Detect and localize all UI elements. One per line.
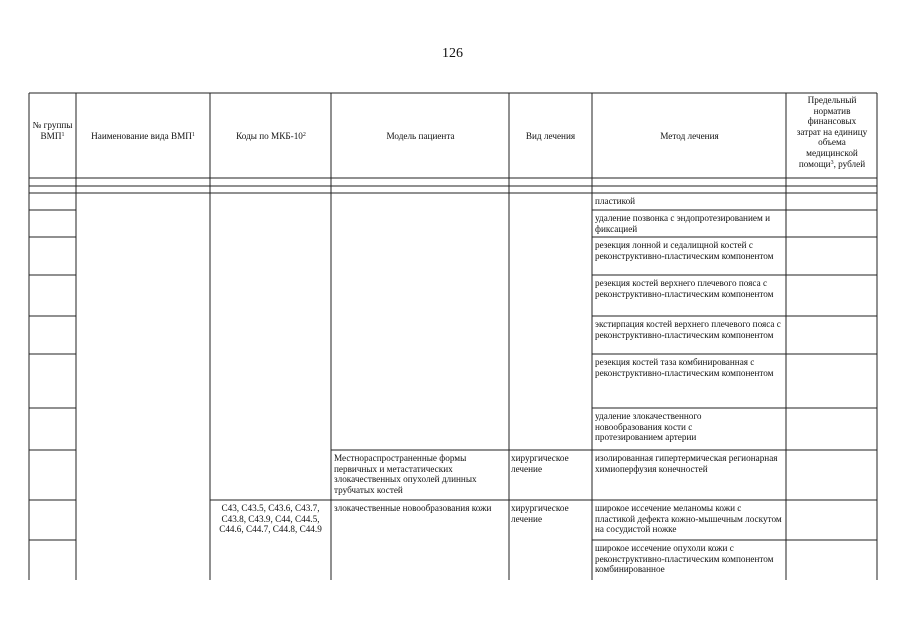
page-number: 126 [442, 46, 463, 61]
patient-model-cell: злокачественные новообразования кожи [334, 503, 492, 513]
method-item: широкое иссечение опухоли кожи с реконструктивно-пластическим компонентом комбинированное [595, 543, 774, 575]
method-item: резекция костей верхнего плечевого пояса с реконструктивно-пластическим компонентом [595, 278, 774, 299]
header-patient-model: Модель пациента [386, 131, 455, 141]
treatment-type-cell: хирургическое лечение [511, 503, 569, 524]
header-cost-standard: Предельный норматив финансовых затрат на единицу объема медицинской помощи$^3$, рублей [796, 95, 868, 169]
patient-model-cell: Местнораспространенные формы первичных и метастатических злокачественных опухолей длинных трубчатых костей [334, 453, 477, 495]
method-item: изолированная гипертермическая регионарная химиоперфузия конечностей [595, 453, 778, 474]
method-item: экстирпация костей верхнего плечевого пояса с реконструктивно-пластическим компонентом [595, 319, 781, 340]
treatment-type-cell: хирургическое лечение [511, 453, 569, 474]
header-vmp-name: Наименование вида ВМП$^1$ [91, 131, 195, 141]
method-item: удаление злокачественного новообразования кости с протезированием артерии [595, 411, 702, 443]
method-item: пластикой [595, 196, 636, 206]
icd-codes-cell: C43, C43.5, C43.6, C43.7, C43.8, C43.9, C44, C44.5, C44.6, C44.7, C44.8, C44.9 [219, 503, 322, 535]
header-treatment-type: Вид лечения [525, 131, 576, 141]
method-item: удаление позвонка с эндопротезированием и фиксацией [595, 213, 771, 234]
method-item: резекция костей таза комбинированная с реконструктивно-пластическим компонентом [595, 357, 774, 378]
method-item: резекция лонной и седалищной костей с реконструктивно-пластическим компонентом [595, 240, 774, 261]
header-icd-codes: Коды по МКБ-$10^2$ [236, 131, 306, 141]
header-group-number: № группы ВМП$^1$ [32, 120, 73, 141]
header-treatment-method: Метод лечения [660, 131, 719, 141]
method-item: широкое иссечение меланомы кожи с пластикой дефекта кожно-мышечным лоскутом на сосудистой ножке [595, 503, 782, 535]
